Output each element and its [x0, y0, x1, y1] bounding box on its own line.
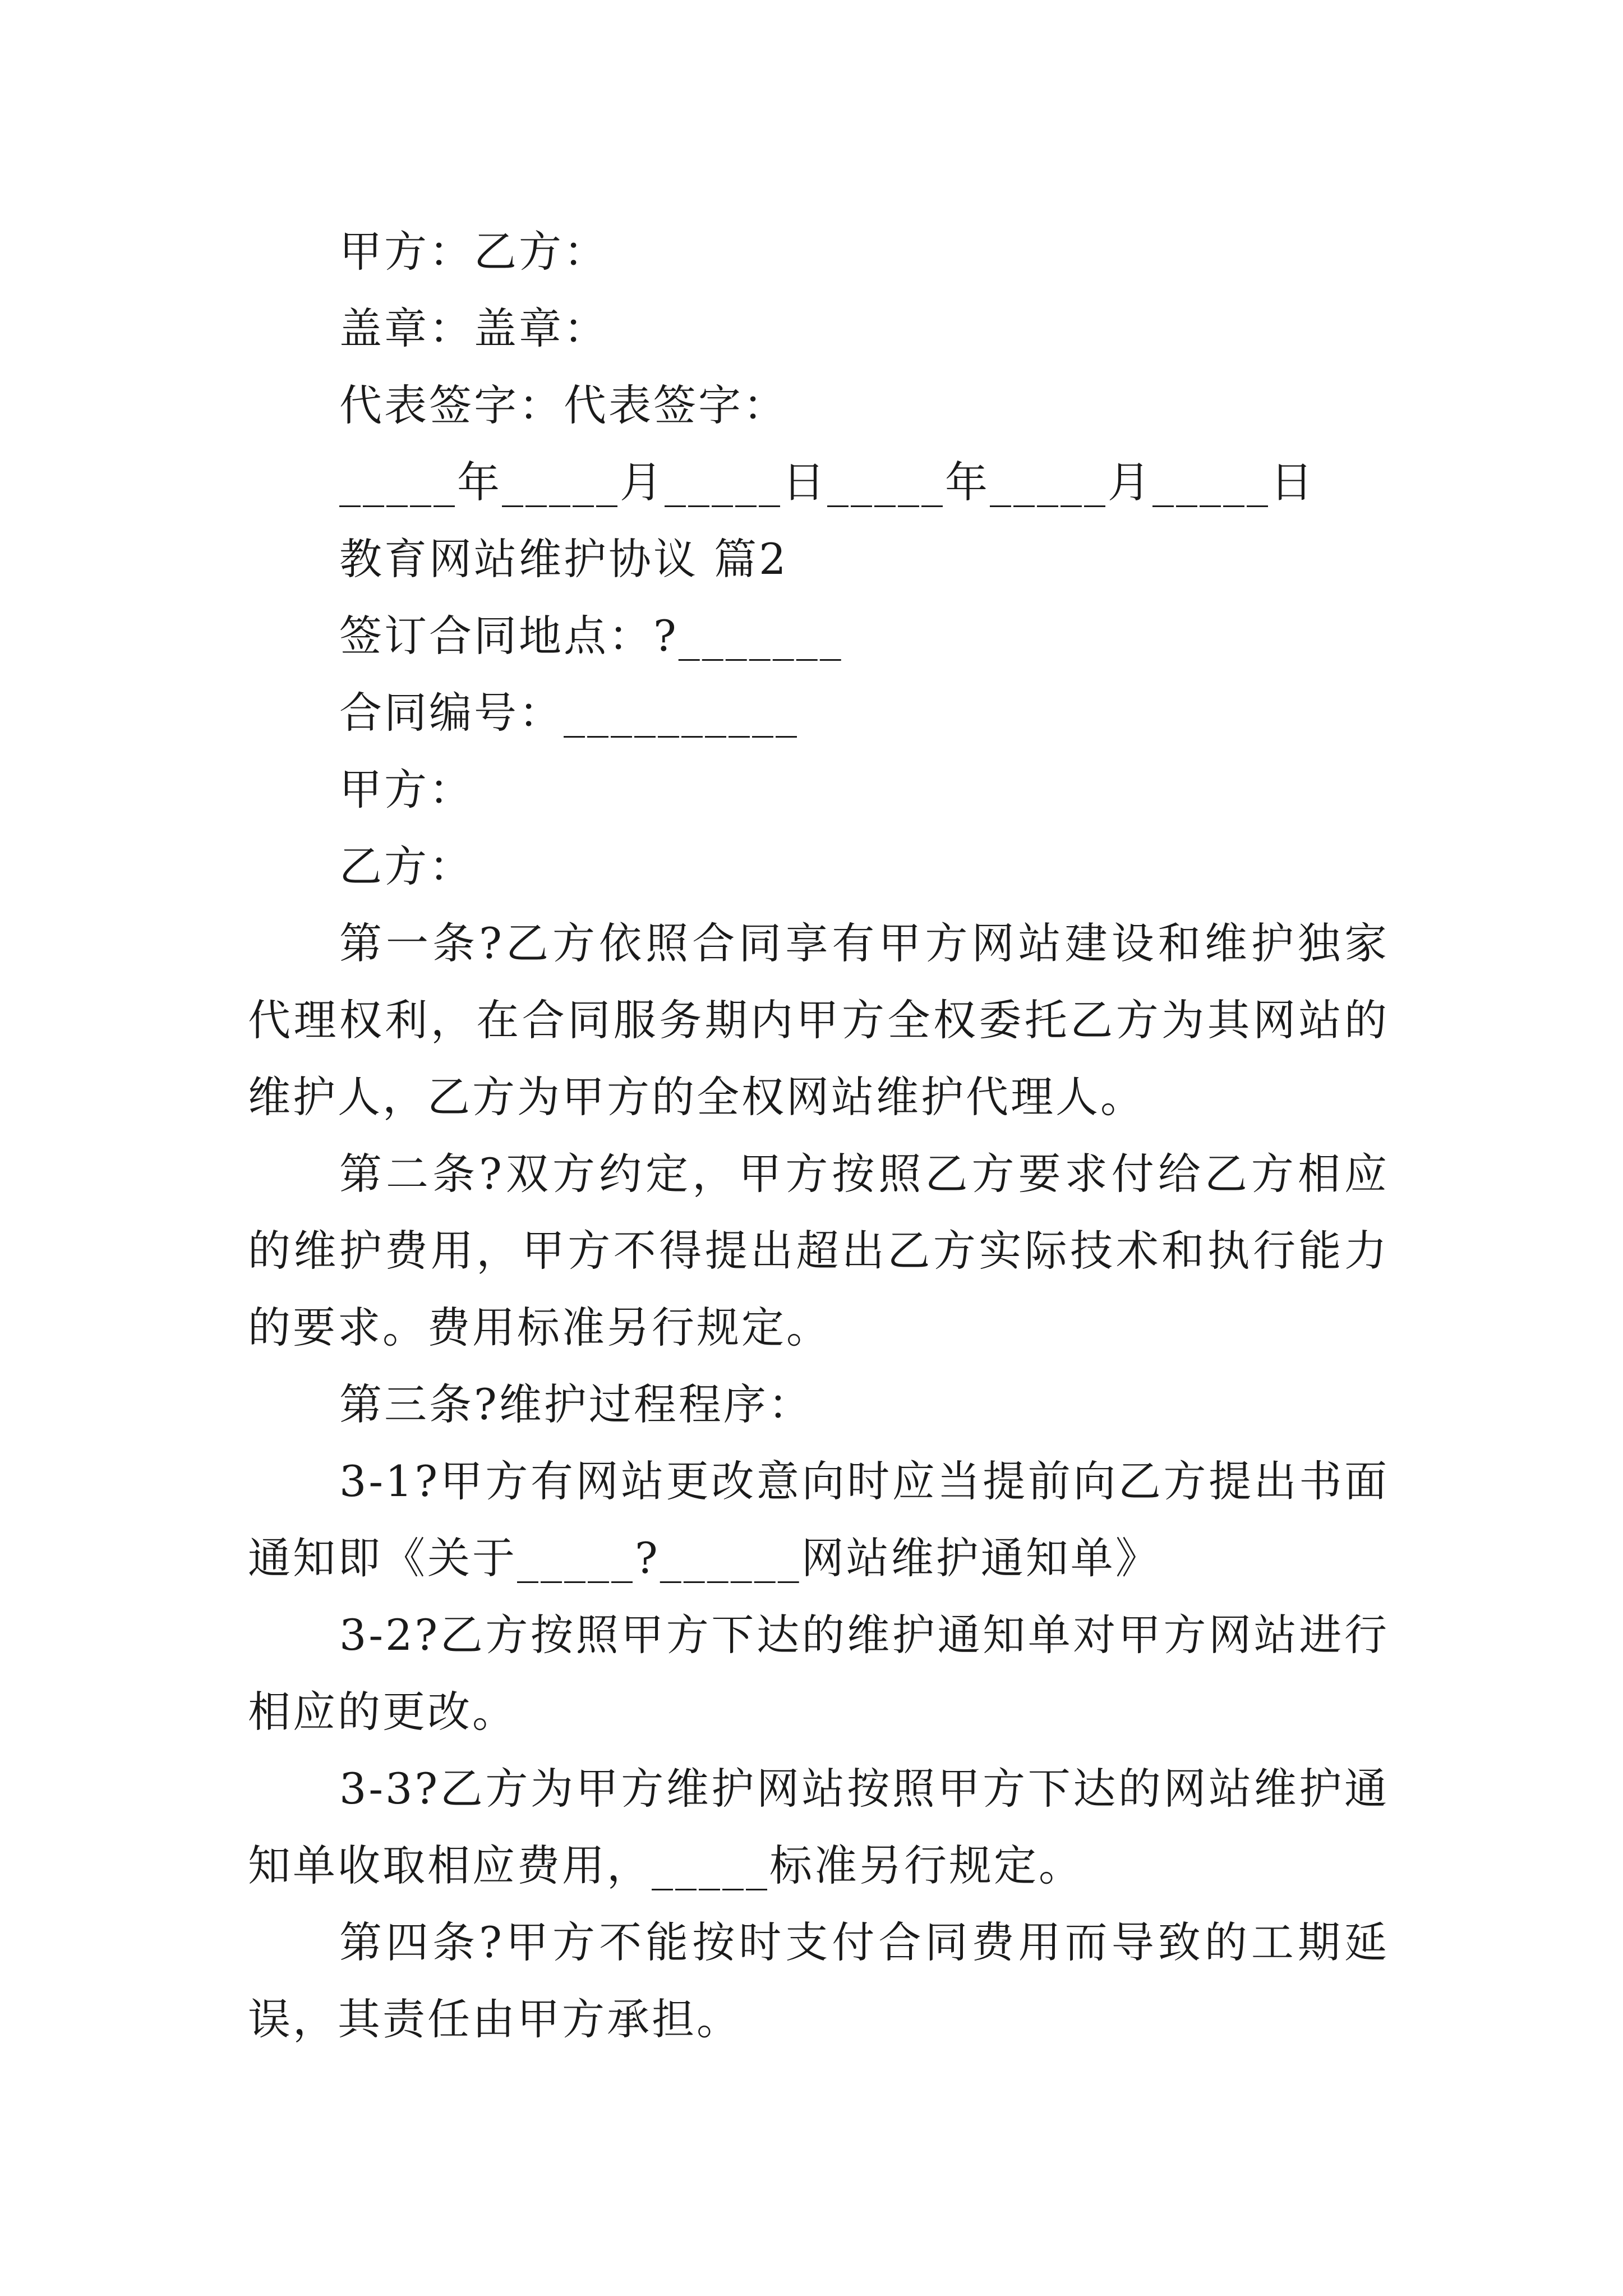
contract-location-field: 签订合同地点：?_______	[339, 611, 843, 661]
clause-2: 第二条?双方约定，甲方按照乙方要求付给乙方相应的维护费用，甲方不得提出超出乙方实际技术和执行能力的要求。费用标准另行规定。	[248, 1149, 1389, 1352]
document-body	[248, 213, 1389, 2058]
clause-3-1: 3-1?甲方有网站更改意向时应当提前向乙方提出书面通知即《关于_____?______网站维护通知单》	[248, 1456, 1389, 1583]
clause-4: 第四条?甲方不能按时支付合同费用而导致的工期延误，其责任由甲方承担。	[248, 1917, 1389, 2044]
contract-number-field: 合同编号：__________	[339, 688, 799, 738]
clause-3-2: 3-2?乙方按照甲方下达的维护通知单对甲方网站进行相应的更改。	[248, 1610, 1389, 1737]
clause-3: 第三条?维护过程程序：	[339, 1379, 813, 1429]
party-a-field: 甲方：	[339, 765, 474, 815]
signature-date-line: _____年_____月_____日_____年_____月_____日	[339, 457, 1315, 507]
signature-party-line: 甲方：乙方：	[339, 227, 608, 277]
clause-3-3: 3-3?乙方为甲方维护网站按照甲方下达的网站维护通知单收取相应费用，_____标准另行规定。	[248, 1764, 1389, 1890]
signature-representative-line: 代表签字：代表签字：	[339, 380, 788, 430]
signature-seal-line: 盖章：盖章：	[339, 303, 608, 353]
clause-1: 第一条?乙方依照合同享有甲方网站建设和维护独家代理权利，在合同服务期内甲方全权委托乙方为其网站的维护人，乙方为甲方的全权网站维护代理人。	[248, 918, 1389, 1122]
party-b-field: 乙方：	[339, 841, 474, 891]
section-heading: 教育网站维护协议 篇2	[339, 534, 789, 584]
